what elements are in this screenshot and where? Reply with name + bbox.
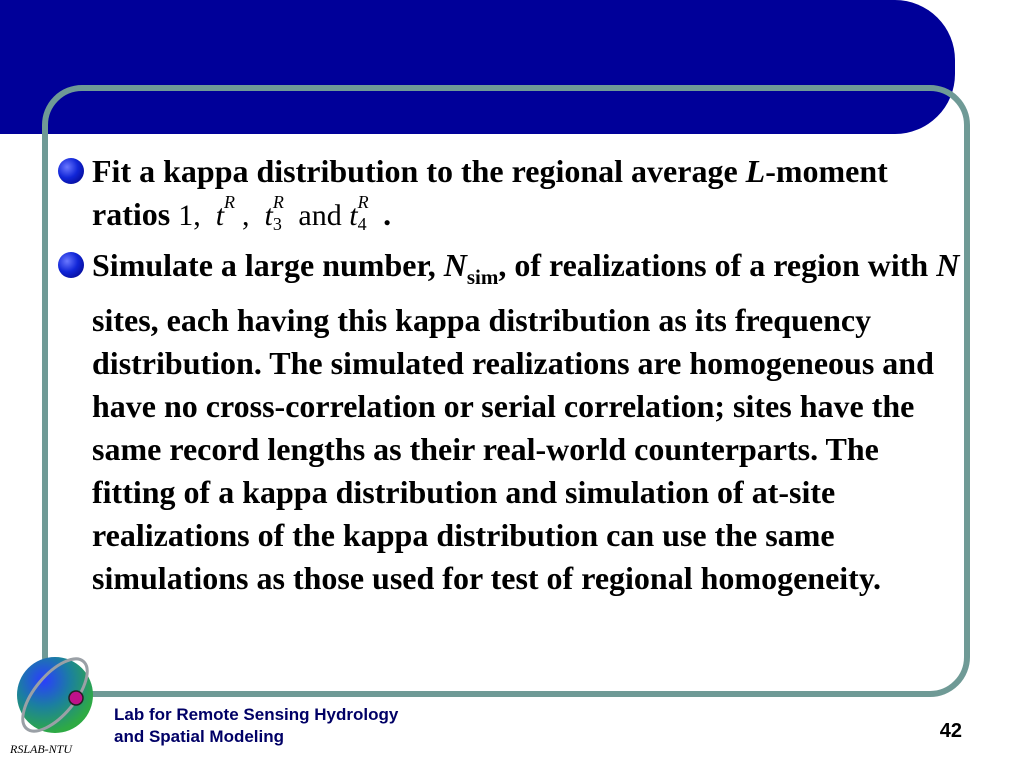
logo-caption: RSLAB-NTU xyxy=(10,742,73,756)
math-supsub xyxy=(357,192,372,238)
math-sup-R: R xyxy=(272,192,284,213)
bullet-text: sites, each having this kappa distribution as its frequency distribution. The simulated realizations are homogeneous and have no cross-correlation or serial correlation; sites have the same record lengths as their real-world counterparts. The fitting of a kappa distribution and simulation of at-site realizations of the kappa distribution can use the same simulations as those used for test of regional homogeneity. xyxy=(92,302,934,597)
math-and: and xyxy=(298,199,342,232)
footer-lab-name xyxy=(114,704,398,748)
slide-content xyxy=(58,150,968,606)
bullet-item-1 xyxy=(58,150,968,238)
math-sub-sim: sim xyxy=(466,265,499,290)
math-t: t xyxy=(215,199,225,232)
math-sub-4: 4 xyxy=(357,214,367,235)
math-supsub xyxy=(272,192,287,238)
math-sup-R: R xyxy=(224,192,236,213)
bullet-item-2 xyxy=(58,244,968,600)
math-supsub xyxy=(224,192,238,238)
math-moment-ratios xyxy=(178,192,383,235)
math-L: L xyxy=(745,153,766,189)
footer-line-2: and Spatial Modeling xyxy=(114,727,285,746)
math-N: N xyxy=(443,247,467,284)
math-sup-R: R xyxy=(357,192,369,213)
rslab-globe-logo-icon xyxy=(10,650,100,750)
page-number: 42 xyxy=(939,720,962,742)
math-t3: t xyxy=(264,199,273,232)
bullet-text: , of realizations of a region with xyxy=(498,247,937,284)
bullet-text: Fit a kappa distribution to the regional average xyxy=(92,153,746,189)
bullet-end: . xyxy=(383,196,392,232)
bullet-text: -moment ratios xyxy=(92,153,888,232)
bullet-text: Simulate a large number, xyxy=(92,247,444,284)
math-comma: , xyxy=(242,199,250,232)
footer-line-1: Lab for Remote Sensing Hydrology xyxy=(114,705,399,724)
math-N: N xyxy=(936,247,960,284)
math-one: 1, xyxy=(178,199,201,232)
math-sub-3: 3 xyxy=(272,214,282,235)
math-t4: t xyxy=(349,199,358,232)
bullet-dot-icon xyxy=(58,158,84,184)
bullet-dot-icon xyxy=(58,252,84,278)
